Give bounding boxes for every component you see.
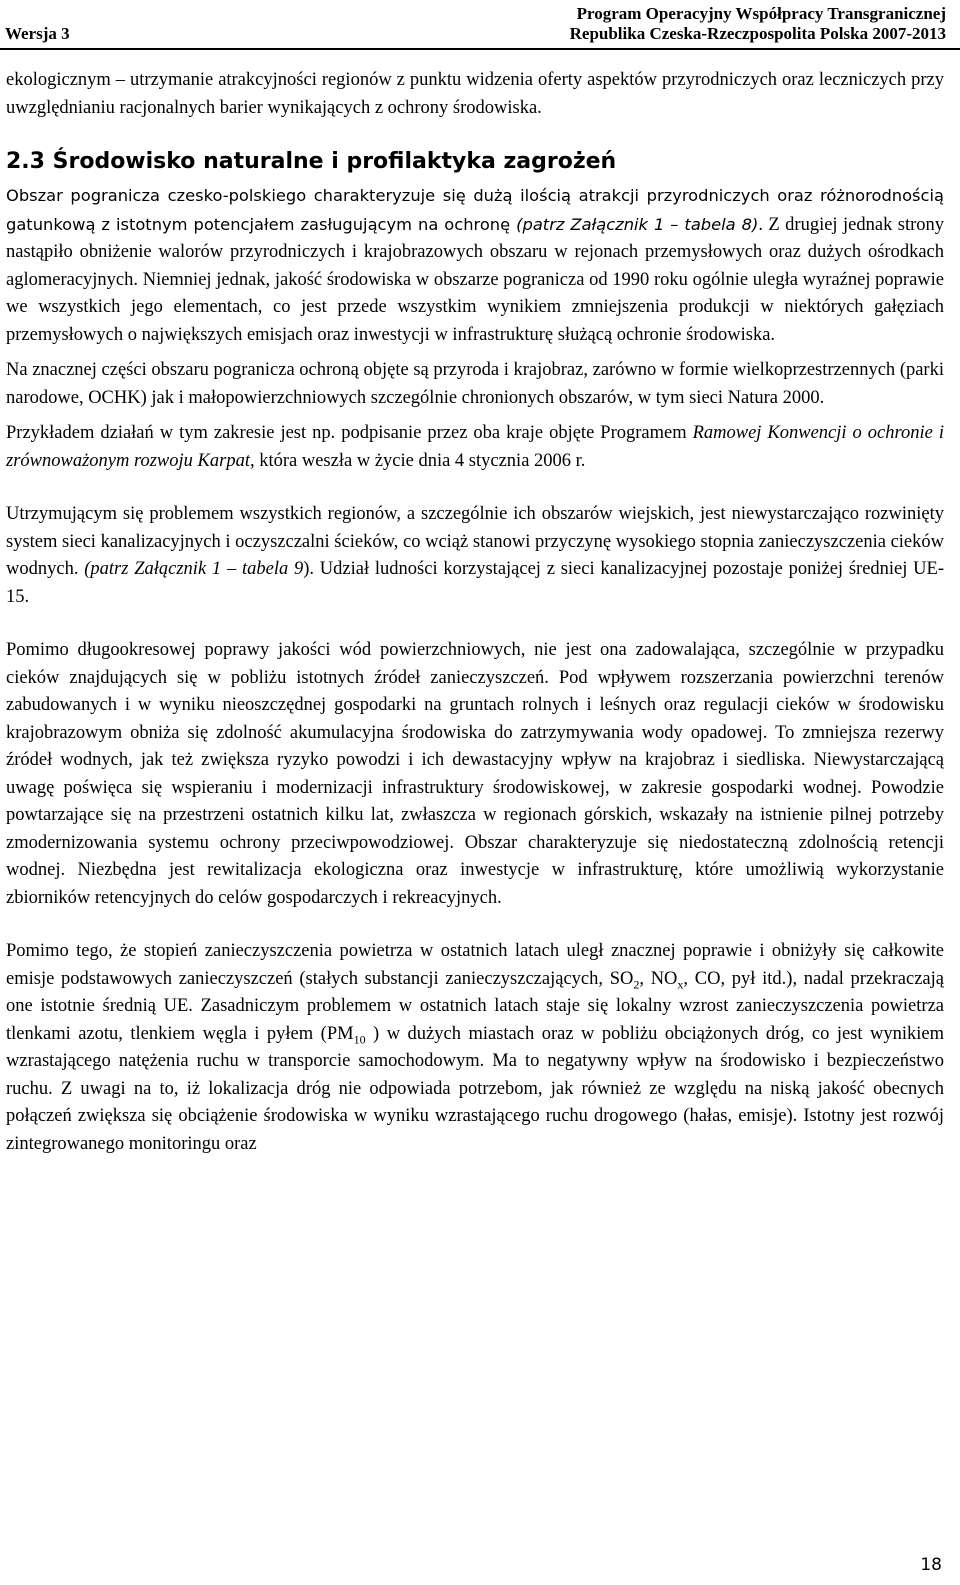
header-program-line1: Program Operacyjny Współpracy Transgranicznej	[576, 4, 946, 23]
paragraph-6-part-d: ) w dużych miastach oraz w pobliżu obciążonych dróg, co jest wynikiem wzrastającego natężenia ruchu w transporcie samochodowym. Ma to negatywny wpływ na środowisko i bezpieczeństwo ruchu. Z uwagi na to, iż lokalizacja dróg nie odpowiada potrzebom, jak również ze względu na niską jakość obecnych połączeń zwiększa się obciążenie środowiska w wyniku wzrastającego ruchu drogowego (hałas, emisje). Istotny jest rozwój zintegrowanego monitoringu oraz	[6, 1023, 945, 1154]
paragraph-2: Na znacznej części obszaru pogranicza ochroną objęte są przyroda i krajobraz, zarówno w formie wielkoprzestrzennych (parki narodowe, OCHK) jak i małopowierzchniowych szczególnie chronionych obszarów, w tym sieci Natura 2000.	[6, 360, 944, 408]
paragraph-4	[6, 501, 944, 611]
paragraph-3	[6, 420, 944, 475]
paragraph-1	[6, 182, 944, 349]
intro-paragraph: ekologicznym – utrzymanie atrakcyjności regionów z punktu widzenia oferty aspektów przyrodniczych oraz leczniczych przy uwzględnianiu racjonalnych barier wynikających z ochrony środowiska.	[6, 70, 944, 118]
paragraph-3-part-a: Przykładem działań w tym zakresie jest np. podpisanie przez oba kraje objęte Programem	[6, 423, 693, 443]
paragraph-3-part-b: , która weszła w życie dnia 4 stycznia 2006 r.	[249, 450, 586, 471]
paragraph-1-part-b: . Z drugiej jednak strony nastąpiło obniżenie walorów przyrodniczych i krajobrazowych obszaru w rejonach przemysłowych oraz dużych ośrodkach aglomeracyjnych. Niemniej jednak, jakość środowiska w obszarze pogranicza od 1990 roku ogólnie uległa wyraźnej poprawie we wszystkich jego elementach, co jest przede wszystkim wynikiem zmniejszenia produkcji w niektórych gałęziach przemysłowych o największych emisjach oraz inwestycji w infrastrukturę służącą ochronie środowiska.	[6, 214, 945, 345]
paragraph-6-sub-nox: x	[677, 977, 684, 992]
header-version: Wersja 3	[5, 24, 70, 43]
page-number: 18	[920, 1555, 942, 1575]
paragraph-6-sub-pm10: 10	[353, 1032, 366, 1047]
header-program	[570, 4, 946, 44]
paragraph-6-part-a: Pomimo tego, że stopień zanieczyszczenia powietrza w ostatnich latach uległ znacznej poprawie i obniżyły się całkowite emisje podstawowych zanieczyszczeń (stałych substancji zanieczyszczających, SO	[6, 941, 944, 989]
paragraph-6-part-c: , CO, pył itd.), nadal przekraczają one istotnie średnią UE. Zasadniczym problemem w ostatnich latach staje się lokalny wzrost zanieczyszczenia powietrza tlenkami azotu, tlenkiem węgla i pyłem (PM	[6, 968, 944, 1044]
paragraph-4-reference: (patrz Załącznik 1 – tabela 9	[84, 559, 304, 579]
paragraph-1-reference: (patrz Załącznik 1 – tabela 8)	[516, 214, 759, 234]
paragraph-6-sub-so2: 2	[633, 977, 640, 992]
section-heading: 2.3 Środowisko naturalne i profilaktyka zagrożeń	[6, 149, 617, 174]
paragraph-4-part-a: Utrzymującym się problemem wszystkich regionów, a szczególnie ich obszarów wiejskich, jest niewystarczająco rozwinięty system sieci kanalizacyjnych i oczyszczalni ścieków, co wciąż stanowi przyczynę wysokiego stopnia zanieczyszczenia cieków wodnych.	[6, 504, 944, 579]
header-program-line2: Republika Czeska-Rzeczpospolita Polska 2007-2013	[569, 24, 946, 43]
paragraph-4-part-b: ). Udział ludności korzystającej z sieci kanalizacyjnej pozostaje poniżej średniej UE-15.	[6, 559, 945, 607]
paragraph-6-part-b: , NO	[639, 968, 678, 989]
page-content	[6, 67, 944, 1172]
paragraph-1-part-a: Obszar pogranicza czesko-polskiego charakteryzuje się dużą ilością atrakcji przyrodniczych oraz różnorodnością gatunkową z istotnym potencjałem zasługującym na ochronę	[6, 186, 944, 234]
paragraph-6	[6, 938, 944, 1158]
header-divider	[0, 48, 960, 50]
paragraph-3-convention: Ramowej Konwencji o ochronie i zrównoważonym rozwoju Karpat	[6, 423, 944, 471]
paragraph-5: Pomimo długookresowej poprawy jakości wód powierzchniowych, nie jest ona zadowalająca, szczególnie w przypadku cieków znajdujących się w pobliżu istotnych źródeł zanieczyszczeń. Pod wpływem rozszerzania powierzchni terenów zabudowanych i w wyniku nieoszczędnej gospodarki na gruntach rolnych i leśnych oraz regulacji cieków w środowisku krajobrazowym obniża się zdolność akumulacyjna środowiska do zatrzymywania wody opadowej. To zmniejsza rezerwy źródeł wodnych, jak też zwiększa ryzyko powodzi i ich dewastacyjny wpływ na krajobraz i siedliska. Niewystarczającą uwagę poświęca się wspieraniu i modernizacji infrastruktury środowiskowej, w zakresie gospodarki wodnej. Powodzie powtarzające się na przestrzeni ostatnich kilku lat, zwłaszcza w regionach górskich, wskazały na istnienie pilnej potrzeby zmodernizowania systemu ochrony przeciwpowodziowej. Obszar charakteryzuje się niedostateczną zdolnością retencji wodnej. Niezbędna jest rewitalizacja ekologiczna oraz inwestycje w infrastrukturę, które umożliwią wykorzystanie zbiorników retencyjnych do celów gospodarczych i rekreacyjnych.	[6, 640, 944, 908]
